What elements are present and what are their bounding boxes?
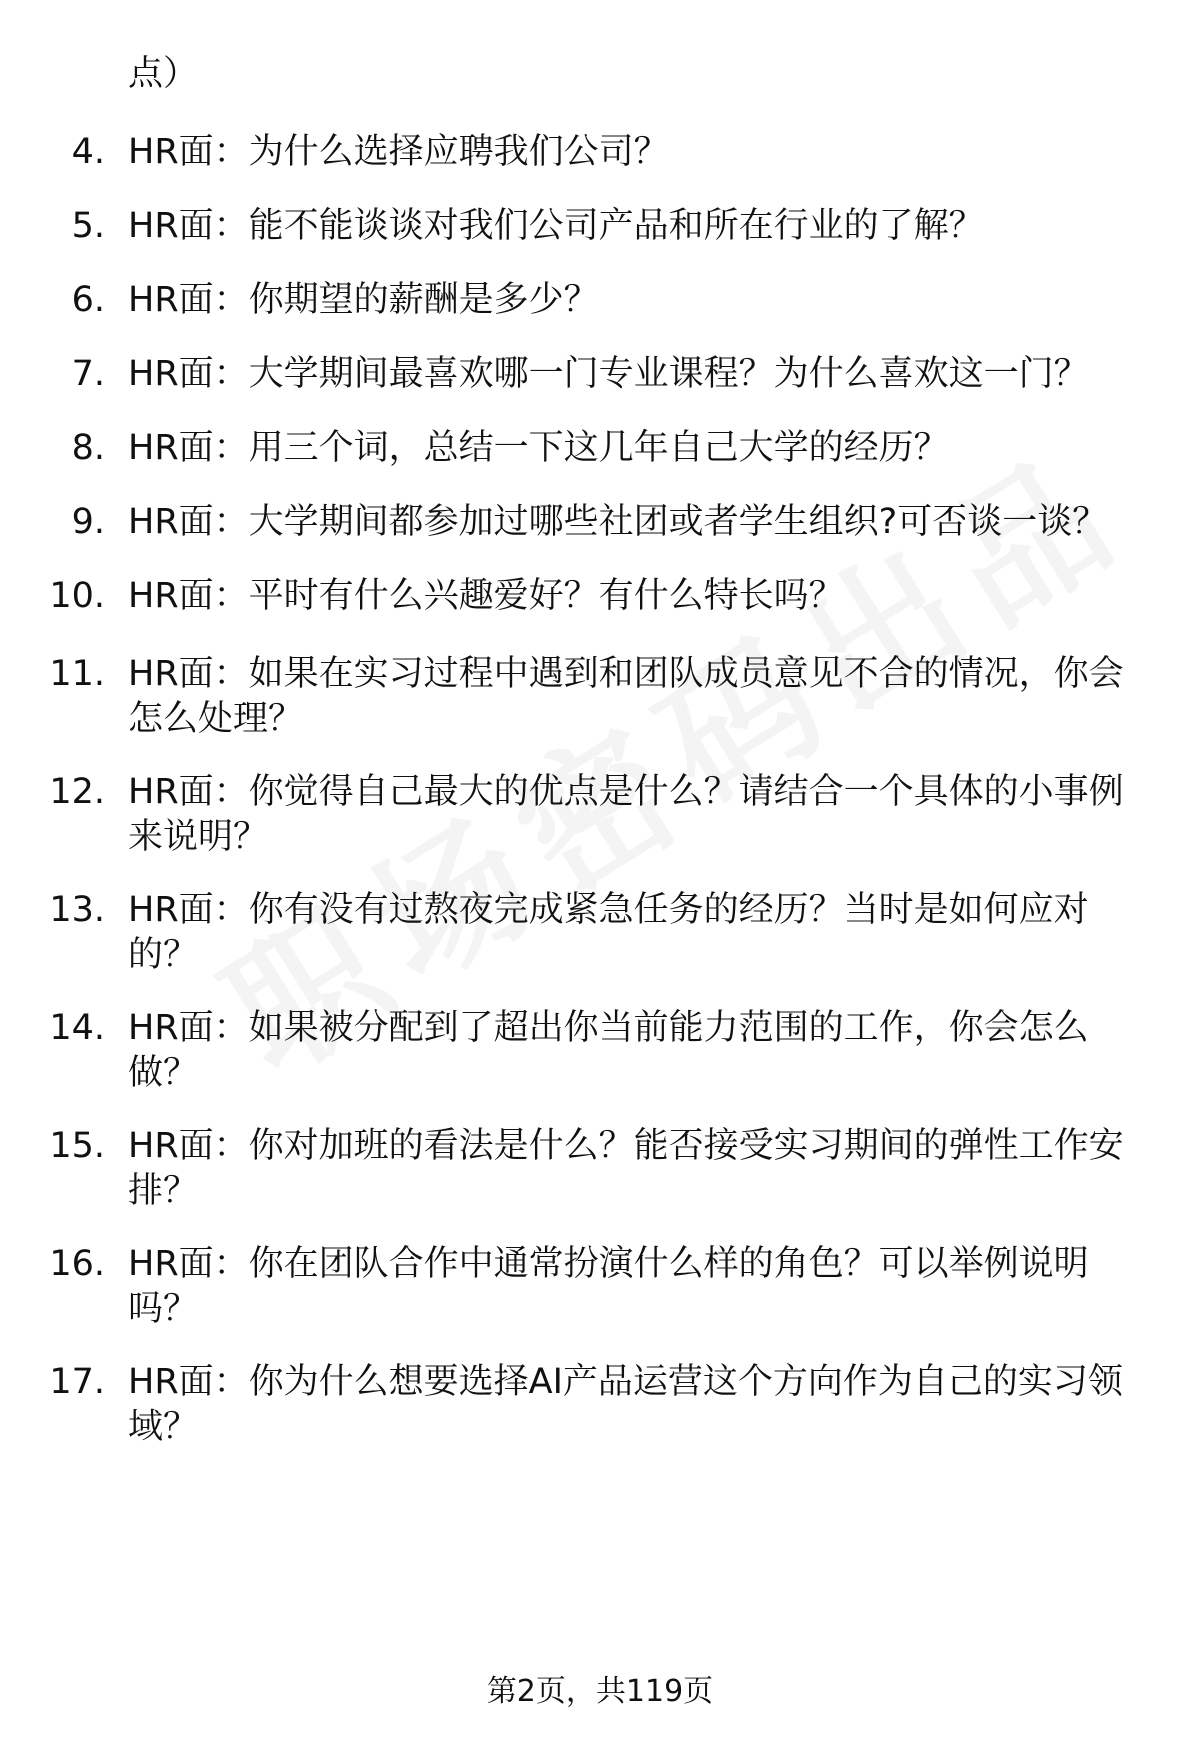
question-number: 10.: [49, 576, 105, 616]
question-number: 12.: [49, 772, 105, 812]
question-number: 15.: [49, 1126, 105, 1166]
question-number: 8.: [71, 428, 105, 468]
question-text-continued: 吗？: [128, 1289, 199, 1329]
question-text: HR面：你为什么想要选择AI产品运营这个方向作为自己的实习领: [128, 1362, 1123, 1402]
question-text: HR面：你有没有过熬夜完成紧急任务的经历？当时是如何应对: [128, 890, 1089, 930]
question-number: 9.: [71, 502, 105, 542]
question-number: 14.: [49, 1008, 105, 1048]
question-text: HR面：你觉得自己最大的优点是什么？请结合一个具体的小事例: [128, 772, 1124, 812]
question-text: HR面：你在团队合作中通常扮演什么样的角色？可以举例说明: [128, 1244, 1089, 1284]
continuation-text: 点）: [128, 54, 199, 94]
question-text-continued: 怎么处理？: [128, 699, 304, 739]
question-text: HR面：大学期间最喜欢哪一门专业课程？为什么喜欢这一门？: [128, 354, 1089, 394]
question-number: 7.: [71, 354, 105, 394]
question-number: 4.: [71, 132, 105, 172]
question-text: HR面：如果在实习过程中遇到和团队成员意见不合的情况，你会: [128, 654, 1124, 694]
question-number: 16.: [49, 1244, 105, 1284]
question-number: 17.: [49, 1362, 105, 1402]
question-text-continued: 排？: [128, 1171, 199, 1211]
page-footer: 第2页，共119页: [486, 1674, 714, 1709]
question-text: HR面：平时有什么兴趣爱好？有什么特长吗？: [128, 576, 844, 616]
question-text-continued: 做？: [128, 1053, 199, 1093]
question-text: HR面：大学期间都参加过哪些社团或者学生组织?可否谈一谈？: [128, 502, 1108, 542]
question-text: HR面：能不能谈谈对我们公司产品和所在行业的了解？: [128, 206, 984, 246]
question-text: HR面：你期望的薪酬是多少？: [128, 280, 599, 320]
question-text: HR面：如果被分配到了超出你当前能力范围的工作，你会怎么: [128, 1008, 1089, 1048]
question-number: 6.: [71, 280, 105, 320]
question-text-continued: 的？: [128, 935, 199, 975]
question-text-continued: 域？: [128, 1407, 199, 1447]
question-text: HR面：用三个词，总结一下这几年自己大学的经历？: [128, 428, 949, 468]
question-text: HR面：你对加班的看法是什么？能否接受实习期间的弹性工作安: [128, 1126, 1124, 1166]
question-text: HR面：为什么选择应聘我们公司？: [128, 132, 669, 172]
question-number: 5.: [71, 206, 105, 246]
question-text-continued: 来说明？: [128, 817, 269, 857]
question-number: 11.: [49, 654, 105, 694]
question-number: 13.: [49, 890, 105, 930]
